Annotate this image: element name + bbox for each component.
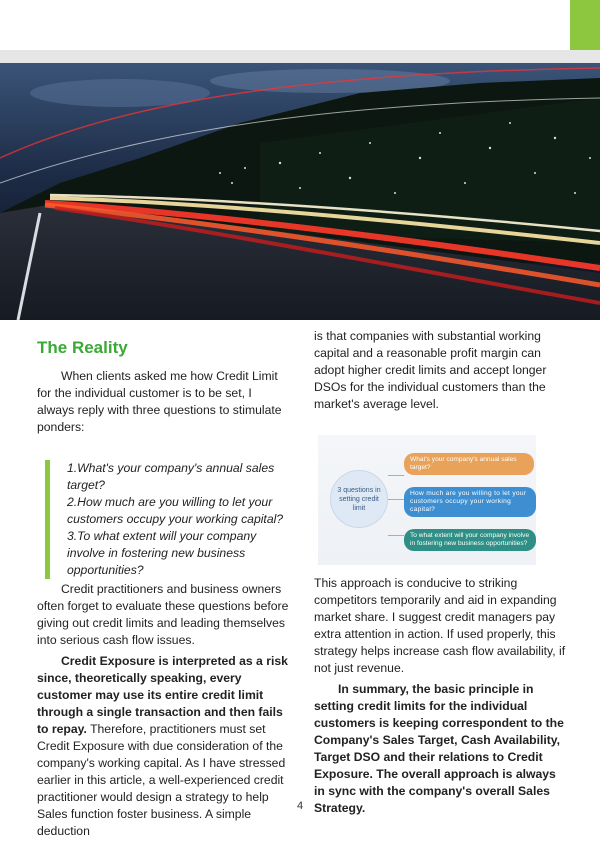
credit-exposure-rest: Therefore, practitioners must set Credit Exposure with due consideration of the company's working capital. As I have stressed earlier in this article, a well-experienced credit practitioner would design a strategy to help Sales function foster business. A simple deduction: [37, 722, 286, 838]
connector-line-2: [388, 499, 404, 500]
page-number: 4: [296, 800, 304, 812]
diagram-question-1: What's your company's annual sales target?: [404, 453, 534, 475]
continuation-paragraph: is that companies with substantial working capital and a reasonable profit margin can adopt higher credit limits and accept longer DSOs for the individual customers than the market's average level.: [314, 329, 547, 411]
questions-quote-block: [45, 460, 292, 579]
question-1: 1.What's your company's annual sales target?: [67, 461, 275, 492]
credit-exposure-bold: Credit Exposure is interpreted as a risk since, theoretically speaking, every customer may use its entire credit limit through a single transaction and then fails to repay.: [37, 654, 288, 736]
question-2: 2.How much are you willing to let your customers occupy your working capital?: [67, 495, 284, 526]
right-column: [314, 328, 569, 817]
section-title: The Reality: [37, 338, 128, 357]
left-column: [37, 338, 292, 840]
diagram-question-2: How much are you willing to let your customers occupy your working capital?: [404, 487, 536, 517]
header-rule: [0, 50, 600, 63]
conducive-paragraph: This approach is conducive to striking competitors temporarily and aid in expanding market share. I suggest credit managers pay extra attention in action. If used properly, this strategy helps increase cash flow availability, if not just revenue.: [314, 576, 566, 675]
diagram-question-3: To what extent will your company involve in fostering new business opportunities?: [404, 529, 536, 551]
intro-paragraph: When clients asked me how Credit Limit for the individual customer is to be set, I always reply with three questions to stimulate ponders:: [37, 369, 282, 434]
practitioners-paragraph: Credit practitioners and business owners often forget to evaluate these questions before giving out credit limits and leading themselves into serious cash flow issues.: [37, 582, 289, 647]
three-questions-diagram: [318, 435, 536, 565]
diagram-hub: 3 questions in setting credit limit: [330, 470, 388, 528]
question-3: 3.To what extent will your company involve in fostering new business opportunities?: [67, 529, 257, 577]
summary-paragraph: In summary, the basic principle in setting credit limits for the individual customers is keeping correspondent to the Company's Sales Target, Cash Availability, Target DSO and their relations to Credit Exposure. The overall approach is always in sync with the company's overall Sales Strategy.: [314, 682, 564, 815]
corner-accent-tab: [570, 0, 600, 52]
connector-line-1: [388, 475, 404, 476]
connector-line-3: [388, 535, 404, 536]
hero-image-light-trails: [0, 63, 600, 320]
